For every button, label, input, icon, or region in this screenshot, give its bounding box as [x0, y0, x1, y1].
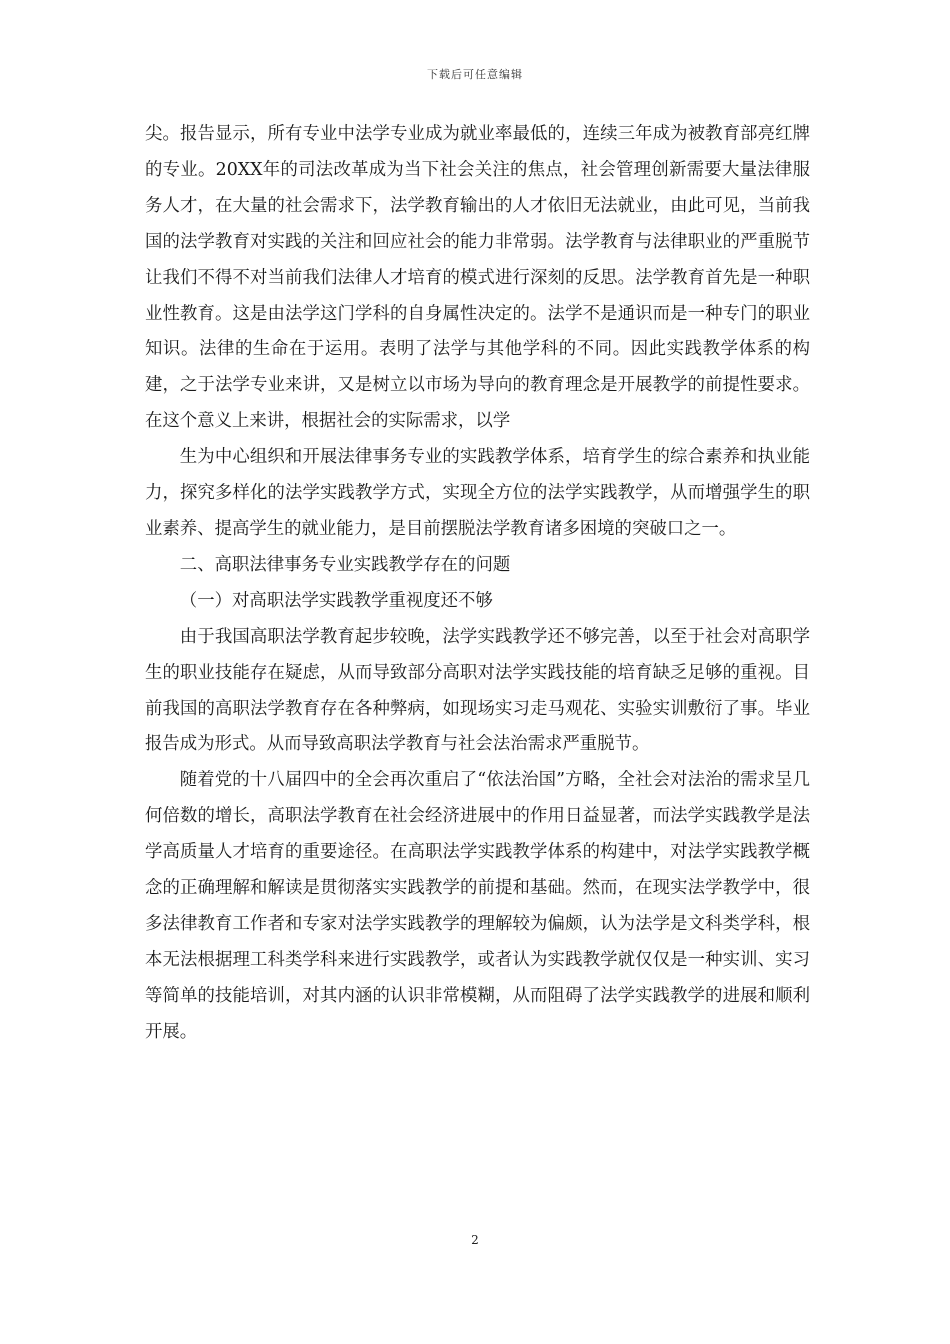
paragraph-late-start: 由于我国高职法学教育起步较晚，法学实践教学还不够完善，以至于社会对高职学生的职业技能存在疑虑，从而导致部分高职对法学实践技能的培育缺乏足够的重视。目前我国的高职法学教育存在各种弊病，如现场实习走马观花、实验实训敷衍了事。毕业报告成为形式。从而导致高职法学教育与社会法治需求严重脱节。 — [145, 626, 810, 755]
subsection-heading: （一）对高职法学实践教学重视度还不够 — [179, 590, 493, 611]
page-header: 下载后可任意编辑 — [427, 68, 523, 81]
document-body — [145, 117, 810, 1051]
section-heading: 二、高职法律事务专业实践教学存在的问题 — [179, 554, 511, 575]
paragraph-rule-of-law: 随着党的十八届四中的全会再次重启了“依法治国”方略，全社会对法治的需求呈几何倍数的增长，高职法学教育在社会经济进展中的作用日益显著，而法学实践教学是法学高质量人才培育的重要途径。在高职法学实践教学体系的构建中，对法学实践教学概念的正确理解和解读是贯彻落实实践教学的前提和基础。然而，在现实法学教学中，很多法律教育工作者和专家对法学实践教学的理解较为偏颇，认为法学是文科类学科，根本无法根据理工科类学科来进行实践教学，或者认为实践教学就仅仅是一种实训、实习等简单的技能培训，对其内涵的认识非常模糊，从而阻碍了法学实践教学的进展和顺利开展。 — [145, 770, 810, 1042]
page-number: 2 — [471, 1233, 479, 1247]
paragraph-continuation: 尖。报告显示，所有专业中法学专业成为就业率最低的，连续三年成为被教育部亮红牌的专业。20XX年的司法改革成为当下社会关注的焦点，社会管理创新需要大量法律服务人才，在大量的社会需求下，法学教育输出的人才依旧无法就业，由此可见，当前我国的法学教育对实践的关注和回应社会的能力非常弱。法学教育与法律职业的严重脱节让我们不得不对当前我们法律人才培育的模式进行深刻的反思。法学教育首先是一种职业性教育。这是由法学这门学科的自身属性决定的。法学不是通识而是一种专门的职业知识。法律的生命在于运用。表明了法学与其他学科的不同。因此实践教学体系的构建，之于法学专业来讲，又是树立以市场为导向的教育理念是开展教学的前提性要求。在这个意义上来讲，根据社会的实际需求，以学 — [145, 124, 810, 432]
paragraph-student-centered: 生为中心组织和开展法律事务专业的实践教学体系，培育学生的综合素养和执业能力，探究多样化的法学实践教学方式，实现全方位的法学实践教学，从而增强学生的职业素养、提高学生的就业能力，是目前摆脱法学教育诸多困境的突破口之一。 — [145, 447, 810, 539]
